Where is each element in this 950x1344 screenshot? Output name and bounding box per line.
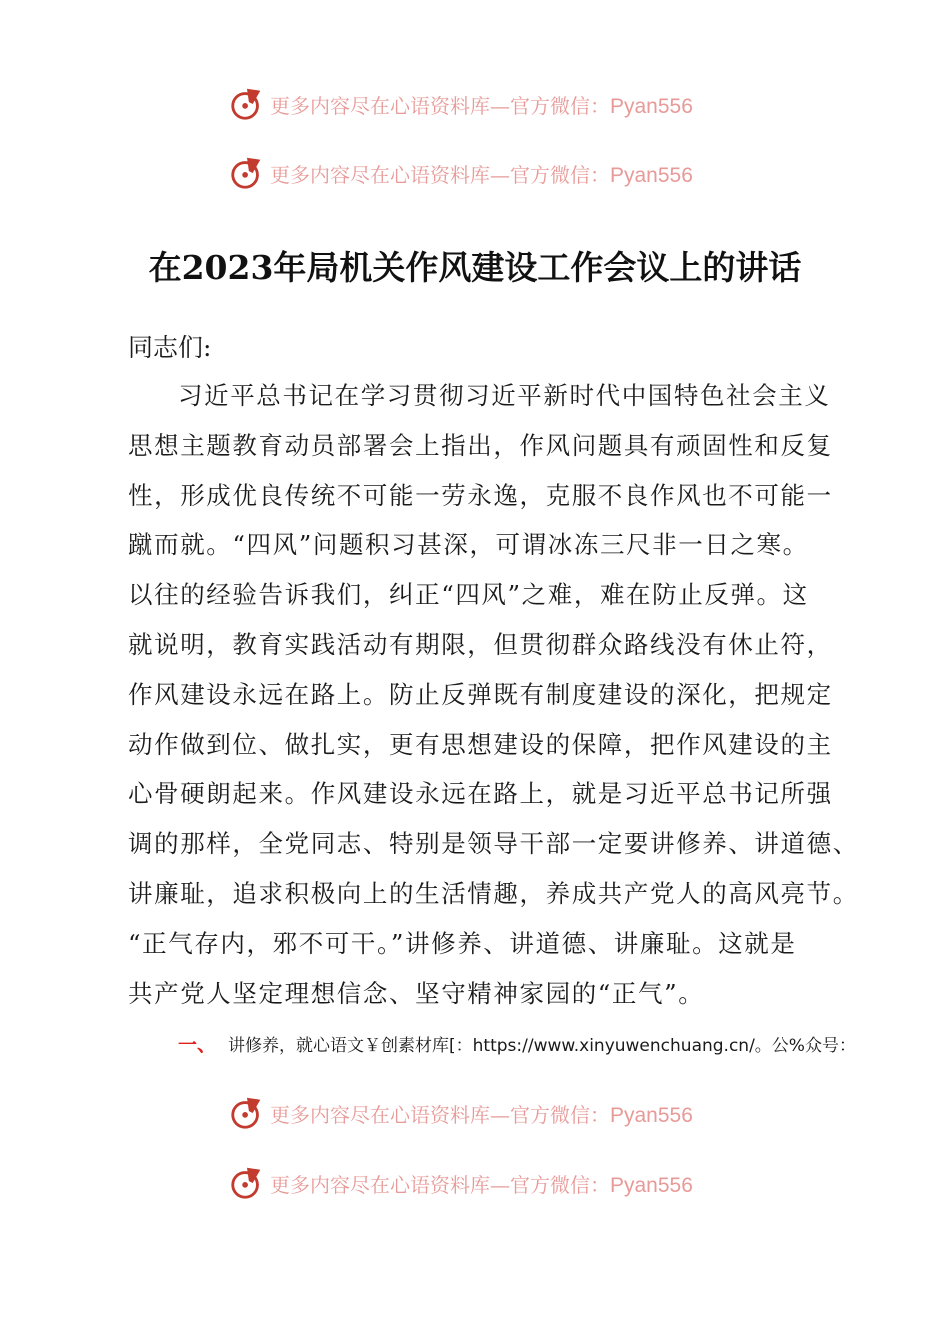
section-heading-text: 讲修养，就心语文￥创素材库[：https://www.xinyuwenchuang.cn/。公%众号：	[228, 1036, 856, 1056]
watermark-banner-bottom-1	[228, 1093, 748, 1133]
banner-text: 更多内容尽在心语资料库—官方微信：Pyan556	[270, 1102, 693, 1127]
paragraph-line: 性，形成优良传统不可能一劳永逸，克服不良作风也不可能一	[128, 480, 833, 510]
watermark-banner-bottom-2	[228, 1163, 748, 1203]
pen-nib-logo-icon	[228, 85, 266, 123]
body-paragraph	[128, 378, 859, 1025]
paragraph-line: 以往的经验告诉我们，纠正“四风”之难，难在防止反弹。这	[128, 580, 809, 610]
watermark-banner-top-1	[228, 84, 748, 124]
wechat-id: Pyan556	[610, 94, 693, 118]
watermark-banner-top-2	[228, 153, 748, 193]
paragraph-line: 动作做到位、做扎实，更有思想建设的保障，把作风建设的主	[128, 729, 833, 759]
paragraph-line: 共产党人坚定理想信念、坚守精神家园的“正气”。	[128, 978, 705, 1008]
pen-nib-logo-icon	[228, 1094, 266, 1132]
wechat-id: Pyan556	[610, 163, 693, 187]
wechat-id: Pyan556	[610, 1173, 693, 1197]
paragraph-line: 心骨硬朗起来。作风建设永远在路上，就是习近平总书记所强	[128, 779, 833, 809]
paragraph-line: 蹴而就。“四风”问题积习甚深，可谓冰冻三尺非一日之寒。	[128, 530, 809, 560]
section-heading	[178, 1030, 856, 1057]
salutation: 同志们:	[128, 333, 212, 362]
paragraph-line: 习近平总书记在学习贯彻习近平新时代中国特色社会主义	[178, 381, 831, 410]
banner-text: 更多内容尽在心语资料库—官方微信：Pyan556	[270, 93, 693, 118]
paragraph-line: 作风建设永远在路上。防止反弹既有制度建设的深化，把规定	[128, 679, 833, 709]
paragraph-line: 思想主题教育动员部署会上指出，作风问题具有顽固性和反复	[128, 430, 833, 460]
paragraph-line: 调的那样，全党同志、特别是领导干部一定要讲修养、讲道德、	[128, 829, 859, 859]
banner-text: 更多内容尽在心语资料库—官方微信：Pyan556	[270, 162, 693, 187]
banner-text: 更多内容尽在心语资料库—官方微信：Pyan556	[270, 1172, 693, 1197]
wechat-id: Pyan556	[610, 1103, 693, 1127]
page-title: 在2023年局机关作风建设工作会议上的讲话	[148, 248, 802, 287]
pen-nib-logo-icon	[228, 154, 266, 192]
section-number: 一、	[178, 1034, 217, 1056]
paragraph-line: 讲廉耻，追求积极向上的生活情趣，养成共产党人的高风亮节。	[128, 878, 859, 908]
pen-nib-logo-icon	[228, 1164, 266, 1202]
paragraph-line: “正气存内，邪不可干。”讲修养、讲道德、讲廉耻。这就是	[128, 928, 797, 958]
paragraph-line: 就说明，教育实践活动有期限，但贯彻群众路线没有休止符，	[128, 629, 833, 659]
